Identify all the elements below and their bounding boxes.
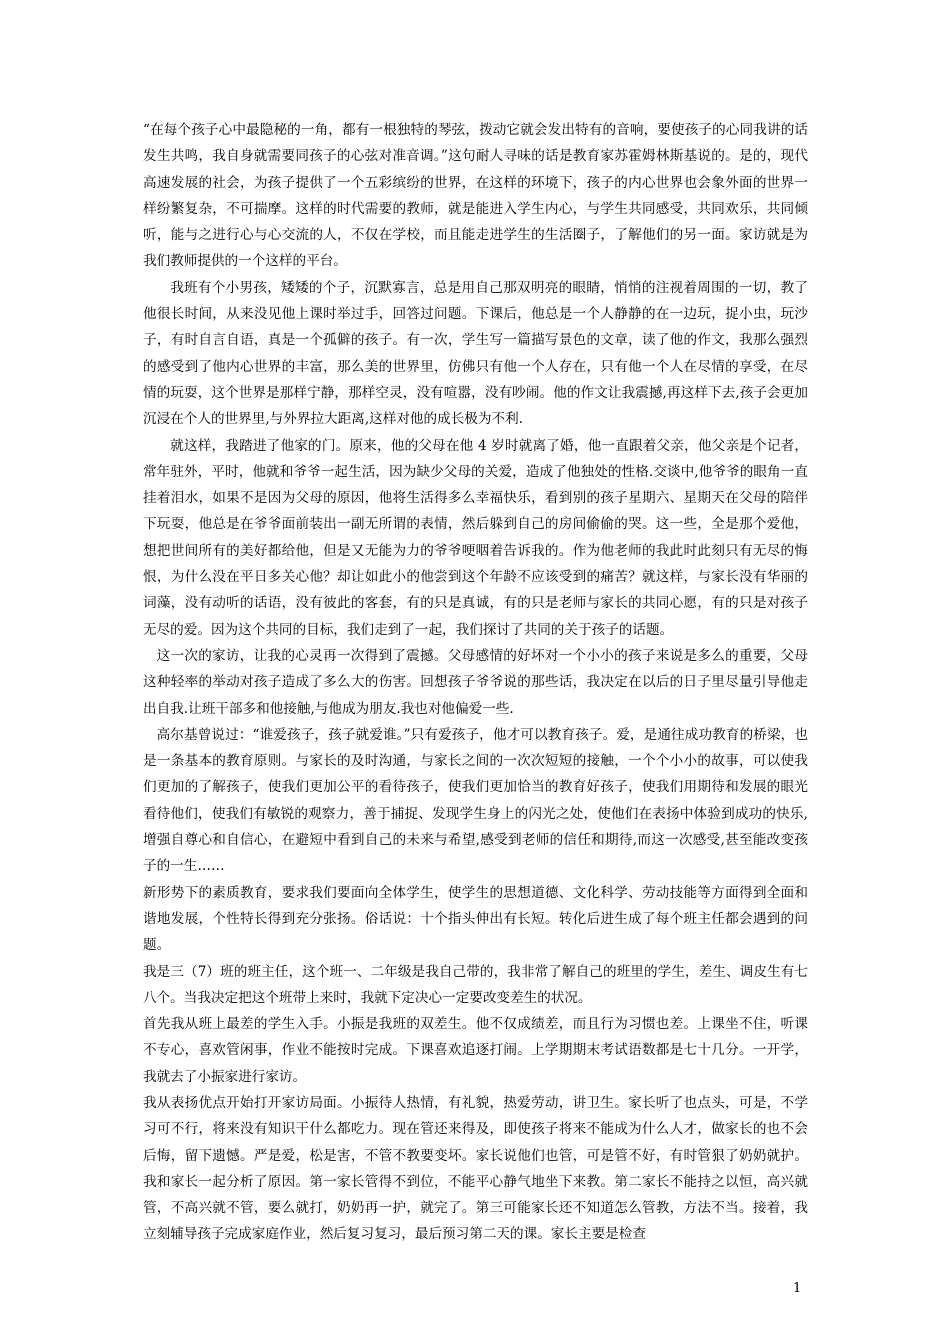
- document-body: [143, 117, 808, 1248]
- paragraph: 就这样，我踏进了他家的门。原来，他的父母在他 4 岁时就离了婚，他一直跟着父亲，他父亲是个记者，常年驻外，平时，他就和爷爷一起生活，因为缺少父母的关爱，造成了他独处的性格.交谈中,他爷爷的眼角一直挂着泪水，如果不是因为父母的原因，他将生活得多么幸福快乐，看到别的孩子星期六、星期天在父母的陪伴下玩耍，他总是在爷爷面前装出一副无所谓的表情，然后躲到自己的房间偷偷的哭。这一些，全是那个爱他，想把世间所有的美好都给他，但是又无能为力的爷爷哽咽着告诉我的。作为他老师的我此时此刻只有无尽的悔恨，为什么没在平日多关心他？却让如此小的他尝到这个年龄不应该受到的痛苦？就这样，与家长没有华丽的词藻，没有动听的话语，没有彼此的客套，有的只是真诚，有的只是老师与家长的共同心愿，有的只是对孩子无尽的爱。因为这个共同的目标，我们走到了一起，我们探讨了共同的关于孩子的话题。: [143, 437, 808, 638]
- paragraph: 我班有个小男孩，矮矮的个子，沉默寡言，总是用自己那双明亮的眼睛，悄悄的注视着周围的一切，教了他很长时间，从来没见他上课时举过手，回答过问题。下课后，他总是一个人静静的在一边玩，捉小虫，玩沙子，有时自言自语，真是一个孤僻的孩子。有一次，学生写一篇描写景色的文章，读了他的作文，我那么强烈的感受到了他内心世界的丰富，那么美的世界里，仿佛只有他一个人存在，只有他一个人在尽情的享受，在尽情的玩耍，这个世界是那样宁静，那样空灵，没有喧嚣，没有吵闹。他的作文让我震撼,再这样下去,孩子会更加沉浸在个人的世界里,与外界拉大距离,这样对他的成长极为不利.: [143, 279, 808, 428]
- paragraph: 我从表扬优点开始打开家访局面。小振待人热情，有礼貌，热爱劳动，讲卫生。家长听了也点头，可是，不学习可不行，将来没有知识干什么都吃力。现在管还来得及，即使孩子将来不能成为什么人才，做家长的也不会后悔，留下遗憾。严是爱，松是害，不管不教要变坏。家长说他们也管，可是管不好，有时管狠了奶奶就护。我和家长一起分析了原因。第一家长管得不到位，不能平心静气地坐下来教。第二家长不能持之以恒，高兴就管，不高兴就不管，要么就打，奶奶再一护，就完了。第三可能家长还不知道怎么管教，方法不当。接着，我立刻辅导孩子完成家庭作业，然后复习复习，最后预习第二天的课。家长主要是检查: [143, 1094, 808, 1243]
- page-number: 1: [793, 1281, 802, 1296]
- paragraph: 新形势下的素质教育，要求我们要面向全体学生，使学生的思想道德、文化科学、劳动技能等方面得到全面和谐地发展，个性特长得到充分张扬。俗话说：十个指头伸出有长短。转化后进生成了每个班主任都会遇到的问题。: [143, 884, 808, 954]
- paragraph: “在每个孩子心中最隐秘的一角，都有一根独特的琴弦，拨动它就会发出特有的音响，要使孩子的心同我讲的话发生共鸣，我自身就需要同孩子的心弦对准音调。”这句耐人寻味的话是教育家苏霍姆林斯基说的。是的，现代高速发展的社会，为孩子提供了一个五彩缤纷的世界，在这样的环境下，孩子的内心世界也会象外面的世界一样纷繁复杂，不可揣摩。这样的时代需要的教师，就是能进入学生内心，与学生共同感受，共同欢乐，共同倾听，能与之进行心与心交流的人，不仅在学校，而且能走进学生的生活圈子，了解他们的另一面。家访就是为我们教师提供的一个这样的平台。: [143, 122, 808, 270]
- paragraph: 高尔基曾说过：“谁爱孩子，孩子就爱谁。”只有爱孩子，他才可以教育孩子。爱，是通往成功教育的桥梁，也是一条基本的教育原则。与家长的及时沟通，与家长之间的一次次短短的接触，一个个小小的故事，可以使我们更加的了解孩子，使我们更加公平的看待孩子，使我们更加恰当的教育好孩子，使我们用期待和发展的眼光看待他们，使我们有敏锐的观察力，善于捕捉、发现学生身上的闪光之处，使他们在表扬中体验到成功的快乐,增强自尊心和自信心，在避短中看到自己的未来与希望,感受到老师的信任和期待,而这一次感受,甚至能改变孩子的一生……: [143, 726, 808, 875]
- paragraph: 这一次的家访，让我的心灵再一次得到了震撼。父母感情的好坏对一个小小的孩子来说是多么的重要，父母这种轻率的举动对孩子造成了多么大的伤害。回想孩子爷爷说的那些话，我决定在以后的日子里尽量引导他走出自我.让班干部多和他接触,与他成为朋友.我也对他偏爱一些.: [143, 647, 808, 717]
- paragraph: 首先我从班上最差的学生入手。小振是我班的双差生。他不仅成绩差，而且行为习惯也差。上课坐不住，听课不专心，喜欢管闲事，作业不能按时完成。下课喜欢追逐打闹。上学期期末考试语数都是七十几分。一开学，我就去了小振家进行家访。: [143, 1016, 808, 1085]
- paragraph: 我是三（7）班的班主任，这个班一、二年级是我自己带的，我非常了解自己的班里的学生，差生、调皮生有七八个。当我决定把这个班带上来时，我就下定决心一定要改变差生的状况。: [143, 963, 808, 1006]
